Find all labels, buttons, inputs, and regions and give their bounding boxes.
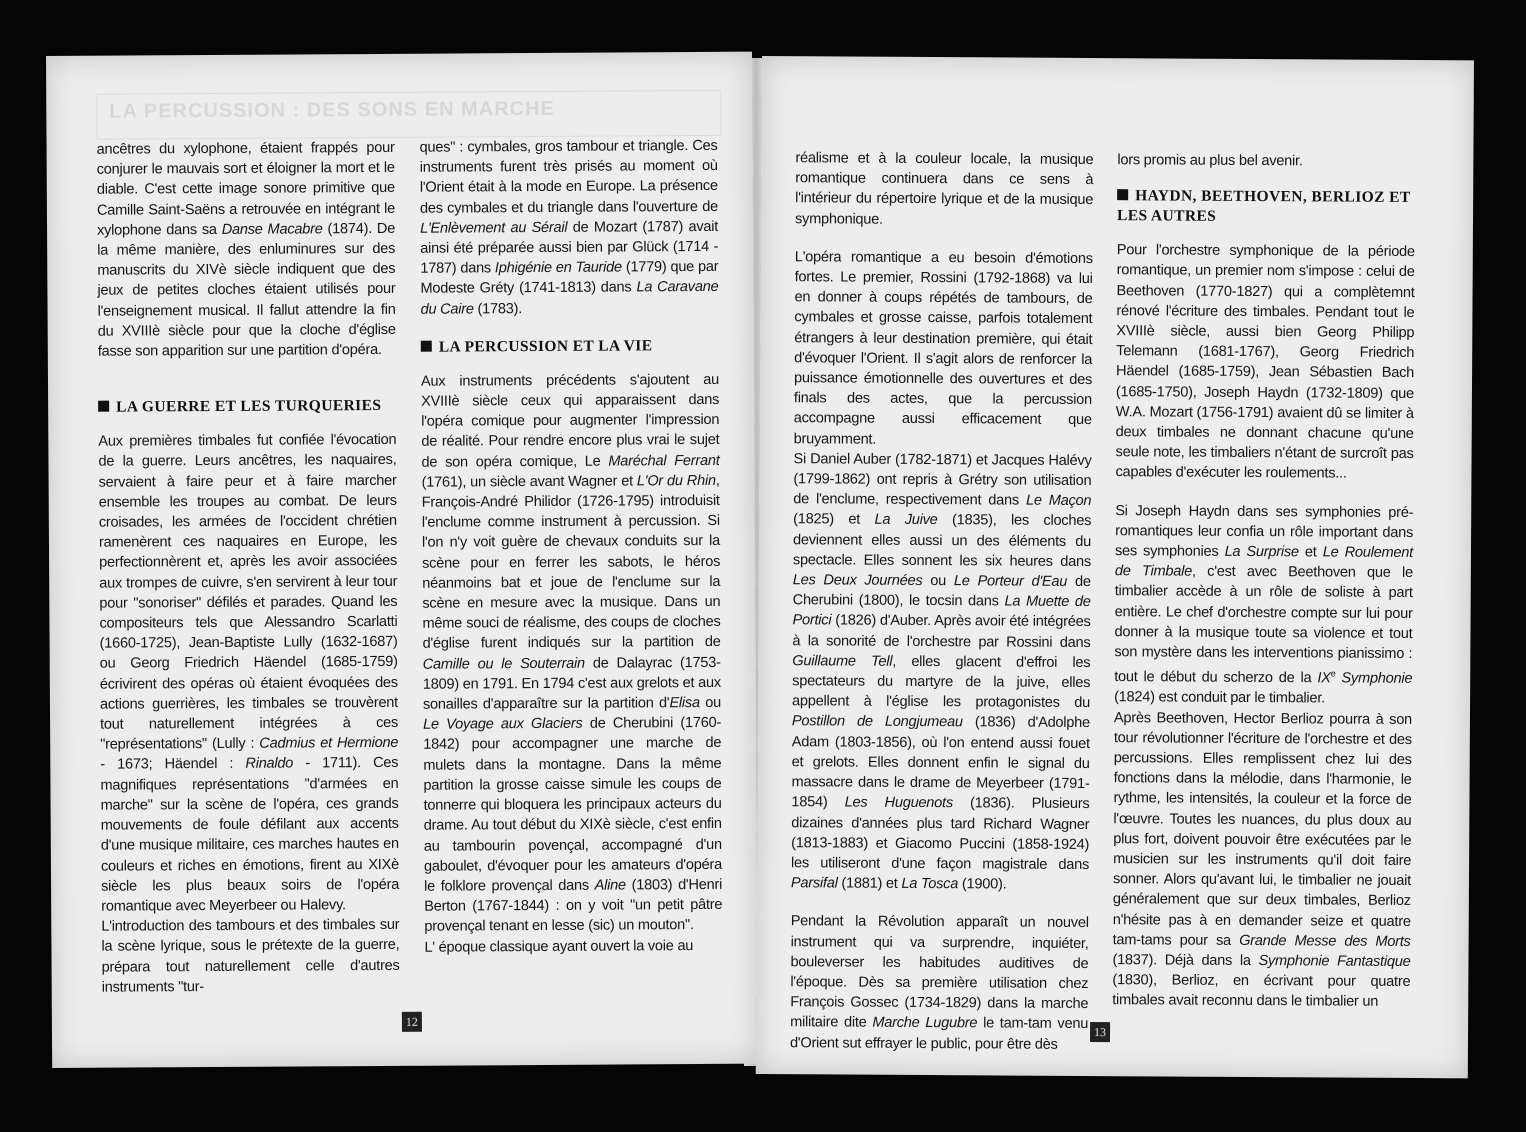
left-column-1	[97, 138, 400, 998]
right-column-1	[790, 148, 1094, 1055]
show-through-header: LA PERCUSSION : DES SONS EN MARCHE	[96, 90, 721, 140]
paragraph: L' époque classique ayant ouvert la voie au	[424, 937, 694, 956]
square-bullet-icon	[1117, 189, 1128, 200]
paragraph: réalisme et à la couleur locale, la musique romantique continuera dans ce sens à l'intérieur du répertoire lyrique et de la musique symphonique.	[794, 150, 1094, 228]
left-column-2	[420, 136, 723, 958]
paragraph: L'introduction des tambours et des timbales sur la scène lyrique, sous le prétexte de la guerre, prépara tout naturellement celle d'autres instruments "tur-	[101, 916, 400, 996]
square-bullet-icon	[421, 340, 432, 351]
paragraph: Pour l'orchestre symphonique de la période romantique, un premier nom s'impose : celui de Beethoven (1770-1827) qui a complètemnt rénové l'écriture des timbales. Pendant tout le XVIIIè siècle, aussi bien Georg Philipp Telemann (1681-1767), Georg Friedrich Häendel (1685-1759), Jean Sébastien Bach (1685-1750), Joseph Haydn (1732-1809) que W.A. Mozart (1756-1791) avaient dû se limiter à deux timbales ne donnant chacune qu'une seule note, les timbaliers n'étant de surcroît pas capables d'exécuter les roulements...	[1115, 242, 1415, 483]
paragraph: Pendant la Révolution apparaît un nouvel instrument qui va surprendre, inquiéter, bouleverser les habitudes auditives de l'époque. Dès sa première utilisation chez François Gossec (1734-1829) dans la marche militaire dite Marche Lugubre le tam-tam venu d'Orient sut effrayer le public, pour être dès	[789, 913, 1089, 1053]
paragraph: Aux premières timbales fut confiée l'évocation de la guerre. Leurs ancêtres, les naquaires, servaient à faire peur et à faire marcher ensemble les troupes au combat. De leurs croisades, les armées de l'occident chrétien ramenèrent ces naquaires en Europe, les perfectionnèrent et, après les avoir associées aux trompes de cuivre, s'en servirent à leur tour pour "sonoriser" défilés et parades. Quand les compositeurs tels que Alessandro Scarlatti (1660-1725), Jean-Baptiste Lully (1632-1687) ou Georg Friedrich Häendel (1685-1759) écrivirent des opéras où étaient évoquées des actions guerrières, les timbales se trouvèrent tout naturellement intégrées à ces "représentations" (Lully : Cadmius et Hermione - 1673; Häendel : Rinaldo - 1711). Ces magnifiques représentations "d'armées en marche" sur la scène de l'opéra, ces grands mouvements de foule défilant aux accents d'une musique militaire, ces marches hautes en couleurs et riches en émotions, firent au XIXè siècle les plus beaux soirs de l'opéra romantique avec Meyerbeer ou Halevy.	[98, 432, 400, 915]
paragraph: lors promis au plus bel avenir.	[1117, 152, 1303, 170]
page-number: 13	[1090, 1022, 1110, 1042]
square-bullet-icon	[98, 401, 109, 412]
section-heading: LA PERCUSSION ET LA VIE	[421, 336, 719, 358]
section-heading: HAYDN, BEETHOVEN, BERLIOZ ET LES AUTRES	[1116, 187, 1411, 225]
section-heading: LA GUERRE ET LES TURQUERIES	[98, 396, 396, 418]
right-column-2	[1112, 150, 1415, 1012]
right-page	[756, 56, 1474, 1078]
left-page	[46, 52, 758, 1068]
page-number: 12	[402, 1012, 422, 1032]
paragraph: ques" : cymbales, gros tambour et triangle. Ces instruments furent très prisés au moment où l'Orient était à la mode en Europe. La présence des cymbales et du triangle dans l'ouverture de L'Enlèvement au Sérail de Mozart (1787) avait ainsi été préparée aussi bien par Glück (1714 - 1787) dans Iphigénie en Tauride (1779) que par Modeste Gréty (1741-1813) dans La Caravane du Caire (1783).	[419, 137, 719, 318]
paragraph: Aux instruments précédents s'ajoutent au XVIIIè siècle ceux qui apparaissent dans l'opéra comique pour augmenter l'impression de réalité. Pour rendre encore plus vrai le sujet de son opéra comique, Le Maréchal Ferrant (1761), un siècle avant Wagner et L'Or du Rhin, François-André Philidor (1726-1795) introduisit l'enclume comme instrument à percussion. Si l'on n'y voit guère de chevaux conduits sur la scène pour en ferrer les sabots, le héros néanmoins bat et joue de l'enclume sur la scène en mesure avec la musique. Dans un même souci de réalisme, des coups de cloches d'église furent indiqués sur la partition de Camille ou le Souterrain de Dalayrac (1753-1809) en 1791. En 1794 c'est aux grelots et aux sonailles d'apparaître sur la partition d'Elisa ou Le Voyage aux Glaciers de Cherubini (1760-1842) pour accompagner une marche de mulets dans la montagne. Dans la même partition la grosse caisse simule les coups de tonnerre qui bloquera les principaux acteurs du drame. Au tout début du XIXè siècle, c'est enfin au tambourin povençal, accompagné d'un gaboulet, d'évoquer pour les amateurs d'opéra le folklore provençal dans Aline (1803) d'Henri Berton (1767-1844) : on y voit "un petit pâtre provençal tenant en lesse (sic) un mouton".	[420, 371, 723, 936]
paragraph: ancêtres du xylophone, étaient frappés pour conjurer le mauvais sort et éloigner la mort et le diable. C'est cette image sonore primitive que Camille Saint-Saëns a retrouvée en intégrant le xylophone dans sa Danse Macabre (1874). De la même manière, des enluminures sur des manuscrits du XIVè siècle indiquent que des jeux de petites cloches étaient utilisés pour l'enseignement musical. Il fallut attendre la fin du XVIIIè siècle pour que la cloche d'église fasse son apparition sur une partition d'opéra.	[96, 139, 396, 360]
paragraph: L'opéra romantique a eu besoin d'émotions fortes. Le premier, Rossini (1792-1868) va lui en donner à coups répétés de tambours, de cymbales et grosse caisse, parfois totalement étrangers à leur destination première, qui était d'évoquer l'Orient. Il s'agit alors de renforcer la puissance émotionnelle des ouvertures et des finals des actes, que la percussion accompagne aussi efficacement que bruyamment. Si Daniel Auber (1782-1871) et Jacques Halévy (1799-1862) ont repris à Grétry son utilisation de l'enclume, respectivement dans Le Maçon (1825) et La Juive (1835), les cloches deviennent elles aussi un des éléments du spectacle. Elles sonnent les six heures dans Les Deux Journées ou Le Porteur d'Eau de Cherubini (1800), le tocsin dans La Muette de Portici (1826) d'Auber. Après avoir été intégrées à la sonorité de l'orchestre par Rossini dans Guillaume Tell, elles glacent d'effroi les spectateurs du martyre de la juive, elles appellent à l'église les protagonistes du Postillon de Longjumeau (1836) d'Adolphe Adam (1803-1856), où l'on entend aussi fouet et grelots. Elles donnent enfin le signal du massacre dans le drame de Meyerbeer (1791-1854) Les Huguenots (1836). Plusieurs dizaines d'années plus tard Richard Wagner (1813-1883) et Giacomo Puccini (1858-1924) les utiliseront d'une façon magistrale dans Parsifal (1881) et La Tosca (1900).	[790, 249, 1093, 893]
paragraph: Si Joseph Haydn dans ses symphonies pré-romantiques leur confia un rôle important dans ses symphonies La Surprise et Le Roulement de Timbale, c'est avec Beethoven que le timbalier accède à un rôle de soliste à part entière. Le chef d'orchestre compte sur lui pour donner à la musique toute sa violence et tout son mystère dans les interventions pianissimo : tout le début du scherzo de la IXe Symphonie (1824) est conduit par le timbalier. Après Beethoven, Hector Berlioz pourra à son tour révolutionner l'écriture de l'orchestre et des percussions. Elles remplissent chez lui des fonctions dans la mélodie, dans l'harmonie, le rythme, les intensités, la couleur et la force de l'œuvre. Toutes les nuances, du plus doux au plus fort, doivent pouvoir être exécutées par le musicien sur les instruments qu'il doit faire sonner. Alors qu'avant lui, le timbalier ne jouait généralement que sur deux timbales, Berlioz n'hésite pas à en demander seize et quatre tam-tams pour sa Grande Messe des Morts (1837). Déjà dans la Symphonie Fantastique (1830), Berlioz, en écrivant pour quatre timbales avait reconnu dans le timbalier un	[1112, 502, 1414, 1011]
